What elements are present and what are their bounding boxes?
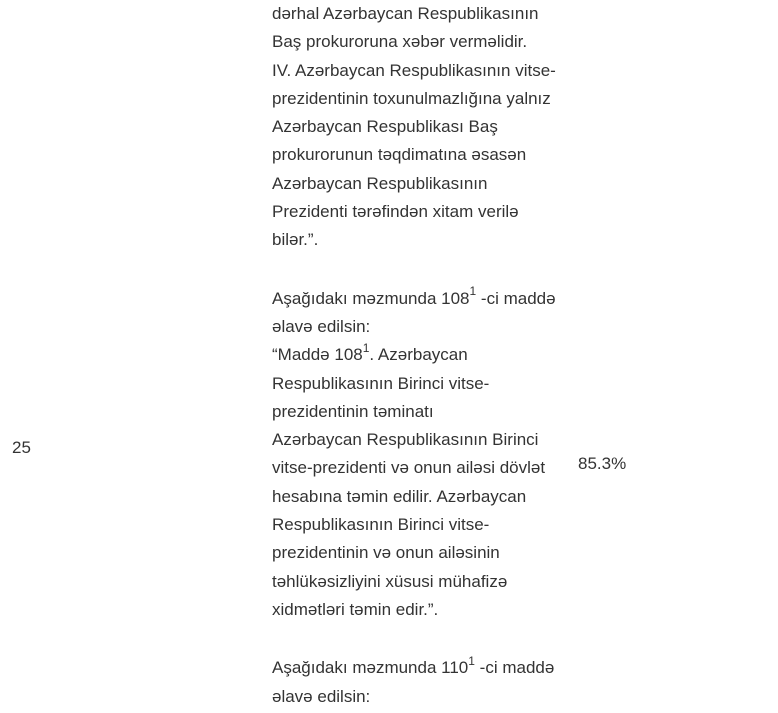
superscript: 1: [468, 653, 475, 668]
superscript: 1: [362, 340, 370, 355]
text-line: Azərbaycan Respublikası Baş: [272, 117, 498, 137]
intro-suffix: -ci maddə: [476, 288, 556, 308]
text-line: IV. Azərbaycan Respublikasının vitse-: [272, 60, 556, 80]
amendment-text-column: [272, 0, 582, 711]
title-suffix: . Azərbaycan: [369, 345, 468, 365]
text-line: Prezidenti tərəfindən xitam verilə: [272, 202, 519, 222]
text-line: əlavə edilsin:: [272, 316, 371, 336]
text-line: Azərbaycan Respublikasının: [272, 173, 488, 193]
paragraph-continuation: [272, 0, 582, 255]
title-prefix: “Maddə 108: [272, 345, 363, 365]
text-line: Respublikasının Birinci vitse-: [272, 515, 490, 535]
text-line: prokurorunun təqdimatına əsasən: [272, 145, 527, 165]
text-line: prezidentinin toxunulmazlığına yalnız: [272, 88, 551, 108]
text-line: vitse-prezidenti və onun ailəsi dövlət: [272, 458, 546, 478]
text-line: prezidentinin təminatı: [272, 401, 434, 421]
paragraph-gap: [272, 624, 582, 654]
match-percentage: 85.3%: [578, 454, 627, 473]
text-line: prezidentinin və onun ailəsinin: [272, 543, 500, 563]
text-line: xidmətləri təmin edir.”.: [272, 599, 439, 619]
text-line: Azərbaycan Respublikasının Birinci: [272, 430, 539, 450]
text-line: hesabına təmin edilir. Azərbaycan: [272, 486, 527, 506]
paragraph-gap: [272, 255, 582, 285]
article-intro-line: [272, 654, 582, 682]
intro-suffix: -ci maddə: [474, 658, 555, 678]
intro-prefix: Aşağıdakı məzmunda 108: [272, 288, 470, 308]
text-line: əlavə edilsin:: [272, 686, 371, 706]
row-number: 25: [12, 438, 31, 457]
superscript: 1: [469, 284, 477, 299]
text-line: dərhal Azərbaycan Respublikasının: [272, 4, 539, 23]
paragraph-article-110-1: [272, 654, 582, 711]
intro-prefix: Aşağıdakı məzmunda 110: [272, 658, 469, 678]
text-line: bilər.”.: [272, 230, 319, 250]
paragraph-article-108-1: [272, 285, 582, 625]
text-line: Baş prokuroruna xəbər verməlidir.: [272, 32, 528, 52]
text-line: təhlükəsizliyini xüsusi mühafizə: [272, 571, 508, 591]
article-intro-line: [272, 285, 582, 313]
article-title-line: [272, 341, 582, 369]
text-line: Respublikasının Birinci vitse-: [272, 373, 490, 393]
